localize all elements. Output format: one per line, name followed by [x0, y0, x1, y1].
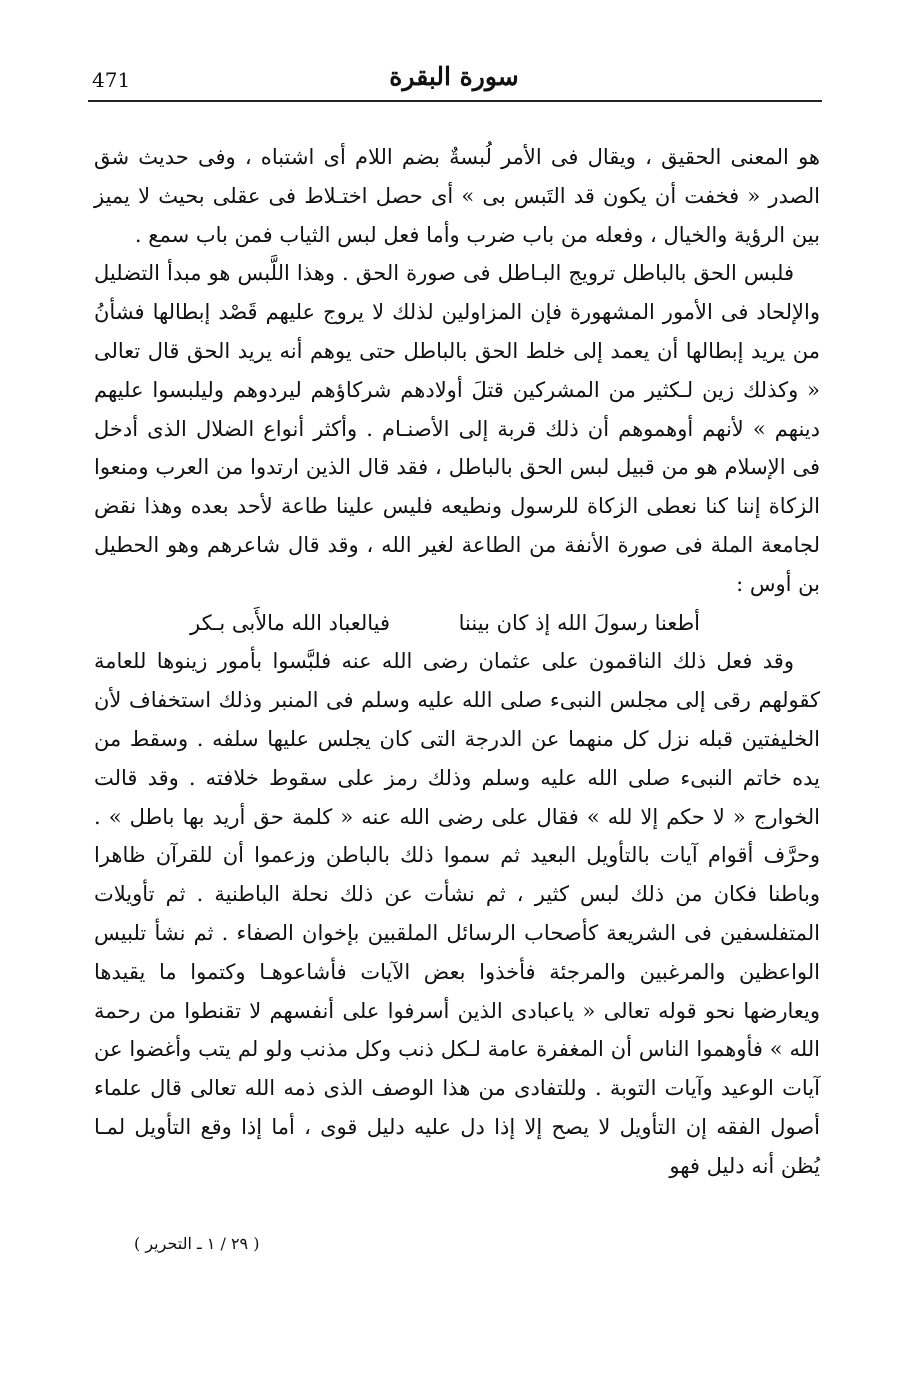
- paragraph-3: وقد فعل ذلك الناقمون على عثمان رضى الله عنه فلبَّسوا بأمور زينوها للعامة كقولهم رقى إلى مجلس النبىء صلى الله عليه وسلم فى المنبر وذلك استخفاف لأن الخليفتين قبله نزل كل منهما عن الدرجة التى كان يجلس عليها سلفه . وسقط من يده خاتم النبىء صلى الله عليه وسلم وذلك رمز على سقوط خلافته . وقد قالت الخوارج « لا حكم إلا لله » فقال على رضى الله عنه « كلمة حق أريد بها باطل » . وحرَّف أقوام آيات بالتأويل البعيد ثم سموا ذلك بالباطن وزعموا أن للقرآن ظاهرا وباطنا فكان من ذلك لبس كثير ، ثم نشأت عن ذلك نحلة الباطنية . ثم تأويلات المتفلسفين فى الشريعة كأصحاب الرسائل الملقبين بإخوان الصفاء . ثم نشأ تلبيس الواعظين والمرغبين والمرجئة فأخذوا بعض الآيات فأشاعوهـا وكتموا ما يقيدها ويعارضها نحو قوله تعالى « ياعبادى الذين أسرفوا على أنفسهم لا تقنطوا من رحمة الله » فأوهموا الناس أن المغفرة عامة لـكل ذنب وكل مذنب ولو لم يتب وأغضوا عن آيات الوعيد وآيات التوبة . وللتفادى من هذا الوصف الذى ذمه الله تعالى قال علماء أصول الفقه إن التأويل لا يصح إلا إذا دل عليه دليل قوى ، أما إذا وقع التأويل لمـا يُظن أنه دليل فهو: [94, 649, 820, 1178]
- verse-second-hemistich: فيالعباد الله مالأَبى بـكر: [189, 610, 390, 635]
- poetry-verse: [94, 604, 820, 643]
- surah-title: سورة البقرة: [389, 62, 519, 91]
- signature-mark: ( ٢٩ / ١ ـ التحرير ): [134, 1234, 260, 1253]
- verse-first-hemistich: أطعنا رسولَ الله إذ كان بيننا: [458, 610, 700, 635]
- body-text: [94, 138, 820, 1186]
- running-header: [88, 56, 820, 96]
- paragraph-2: فلبس الحق بالباطل ترويج البـاطل فى صورة الحق . وهذا اللَّبس هو مبدأ التضليل والإلحاد فى الأمور المشهورة فإن المزاولين لذلك لا يروج عليهم قَصْد إبطالها فشأنُ من يريد إبطالها أن يعمد إلى خلط الحق بالباطل حتى يوهم أنه يريد الحق قال تعالى « وكذلك زين لـكثير من المشركين قتلَ أولادهم شركاؤهم ليردوهم وليلبسوا عليهم دينهم » لأنهم أوهموهم أن ذلك قربة إلى الأصنـام . وأكثر أنواع الضلال الذى أدخل فى الإسلام هو من قبيل لبس الحق بالباطل ، فقد قال الذين ارتدوا من العرب ومنعوا الزكاة إننا كنا نعطى الزكاة للرسول ونطيعه فليس علينا طاعة لأحد بعده وهذا نقض لجامعة الملة فى صورة الأنفة من الطاعة لغير الله ، وقد قال شاعرهم وهو الحطيل بن أوس :: [94, 261, 820, 596]
- header-rule: [88, 100, 822, 102]
- page-number: 471: [92, 68, 131, 92]
- paragraph-1: هو المعنى الحقيق ، ويقال فى الأمر لُبسةٌ بضم اللام أى اشتباه ، وفى حديث شق الصدر « فخفت أن يكون قد التَبس بى » أى حصل اختـلاط فى عقلى بحيث لا يميز بين الرؤية والخيال ، وفعله من باب ضرب وأما فعل لبس الثياب فمن باب سمع .: [94, 145, 820, 247]
